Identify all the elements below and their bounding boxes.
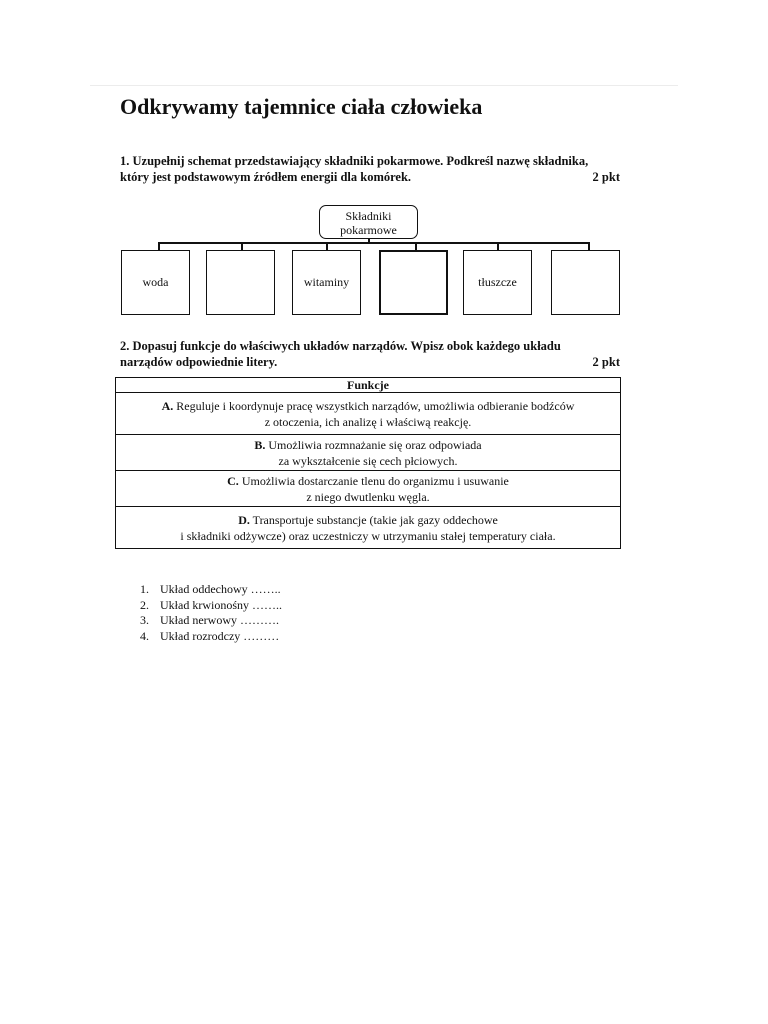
table-row	[116, 435, 621, 471]
list-item-text: Układ oddechowy ……..	[160, 582, 281, 596]
task-2-instructions	[120, 338, 620, 370]
diagram-connector	[241, 242, 243, 250]
diagram-box-1: woda	[121, 250, 190, 315]
page-top-divider	[90, 85, 678, 86]
list-item-number: 4.	[140, 628, 149, 643]
list-item-number: 3.	[140, 613, 149, 627]
diagram-box-5: tłuszcze	[463, 250, 532, 315]
diagram-root-node	[319, 205, 418, 239]
list-item-text: Układ krwionośny ……..	[160, 597, 282, 612]
list-item-number: 2.	[140, 597, 149, 612]
function-text: z niego dwutlenku węgla.	[306, 489, 430, 504]
worksheet-title: Odkrywamy tajemnice ciała człowieka	[120, 94, 483, 119]
function-text: za wykształcenie się cech płciowych.	[278, 453, 458, 468]
list-item	[140, 582, 282, 598]
function-text: Transportuje substancje (takie jak gazy oddechowe	[252, 512, 498, 527]
list-item-number: 1.	[140, 582, 149, 596]
diagram-box-2-blank[interactable]	[206, 250, 275, 315]
function-letter: A.	[161, 398, 174, 413]
table-row	[116, 507, 621, 549]
task-2-points: 2 pkt	[592, 355, 620, 369]
diagram-connector	[588, 242, 590, 250]
diagram-root-label-line-1: Składniki	[345, 209, 392, 223]
functions-table	[115, 377, 621, 549]
task-1-line-1: 1. Uzupełnij schemat przedstawiający składniki pokarmowe. Podkreśl nazwę składnika,	[120, 154, 589, 168]
function-letter: C.	[227, 473, 239, 488]
function-text: z otoczenia, ich analizę i właściwą reakcję.	[264, 414, 472, 429]
function-text: i składniki odżywcze) oraz uczestniczy w utrzymaniu stałej temperatury ciała.	[180, 528, 556, 543]
function-text: Umożliwia rozmnażanie się oraz odpowiada	[268, 437, 482, 452]
list-item	[140, 613, 282, 629]
task-1-line-2: który jest podstawowym źródłem energii dla komórek.	[120, 170, 412, 184]
function-letter: D.	[238, 512, 250, 527]
function-letter: B.	[254, 437, 266, 452]
list-item	[140, 598, 282, 614]
diagram-box-6-blank[interactable]	[551, 250, 620, 315]
task-1-points: 2 pkt	[592, 170, 620, 184]
diagram-box-3: witaminy	[292, 250, 361, 315]
diagram-connector	[326, 242, 328, 250]
functions-table-header: Funkcje	[116, 378, 621, 393]
task-1-instructions	[120, 153, 620, 185]
diagram-branch-line	[158, 242, 589, 244]
diagram-box-4-blank[interactable]	[379, 250, 448, 315]
diagram-connector	[497, 242, 499, 250]
list-item-text: Układ nerwowy ……….	[160, 613, 279, 627]
table-row	[116, 471, 621, 507]
list-item	[140, 629, 282, 645]
task-2-line-1: 2. Dopasuj funkcje do właściwych układów narządów. Wpisz obok każdego układu	[120, 339, 561, 353]
function-text: Reguluje i koordynuje pracę wszystkich narządów, umożliwia odbieranie bodźców	[176, 398, 575, 413]
organ-systems-list	[140, 582, 282, 644]
diagram-connector	[415, 242, 417, 250]
function-text: Umożliwia dostarczanie tlenu do organizmu i usuwanie	[241, 473, 509, 488]
diagram-root-label-line-2: pokarmowe	[340, 223, 397, 237]
task-2-line-2: narządów odpowiednie litery.	[120, 355, 278, 369]
list-item-text: Układ rozrodczy ………	[160, 628, 280, 643]
table-row	[116, 393, 621, 435]
diagram-connector	[158, 242, 160, 250]
